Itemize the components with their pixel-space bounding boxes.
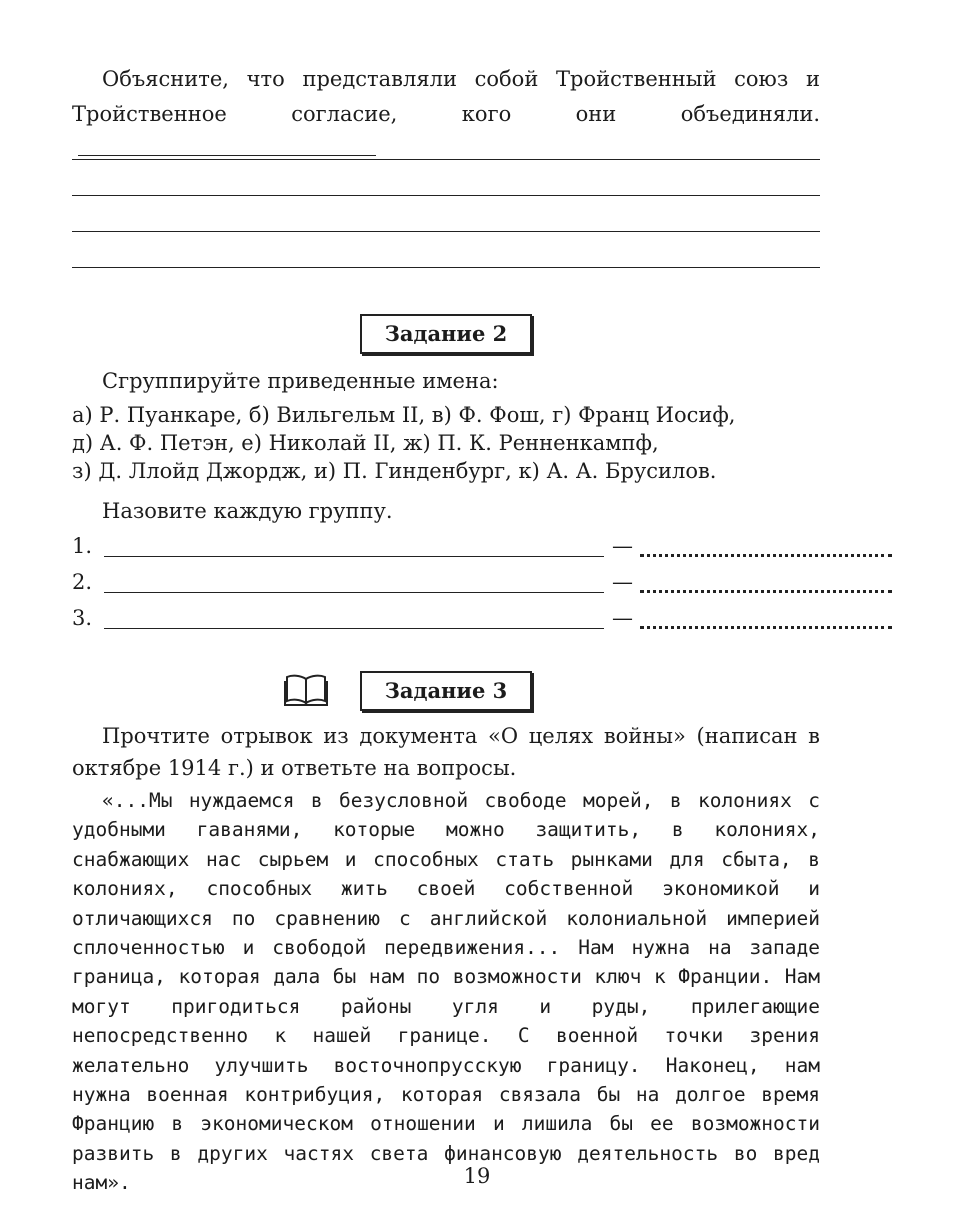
answer-row-dash: — [612, 570, 633, 594]
task3-heading: Задание 3 [360, 671, 532, 711]
task3-intro: Прочтите отрывок из документа «О целях войны» (написан в октябре 1914 г.) и ответьте на вопросы. [72, 724, 820, 780]
answer-row-2 [72, 570, 822, 600]
answer-row-dash: — [612, 606, 633, 630]
group-prompt: Назовите каждую группу. [102, 499, 393, 523]
group-name-line[interactable] [640, 590, 892, 593]
answer-row-number: 3. [72, 606, 93, 630]
task2-instruction: Сгруппируйте приведенные имена: [102, 369, 499, 393]
answer-line-3[interactable] [72, 231, 820, 232]
answer-row-number: 2. [72, 570, 93, 594]
group-members-line[interactable] [104, 628, 604, 629]
answer-row-dash: — [612, 534, 633, 558]
task1-question [72, 62, 820, 167]
answer-row-1 [72, 534, 822, 564]
page-number: 19 [463, 1164, 491, 1188]
answer-blank-inline[interactable] [78, 137, 376, 156]
answer-row-number: 1. [72, 534, 93, 558]
answer-line-4[interactable] [72, 267, 820, 268]
answer-row-3 [72, 606, 822, 636]
answer-line-2[interactable] [72, 195, 820, 196]
group-name-line[interactable] [640, 626, 892, 629]
group-members-line[interactable] [104, 592, 604, 593]
document-excerpt: «...Мы нуждаемся в безусловной свободе морей, в колониях с удобными гаванями, которые можно защитить, в колониях, снабжающих нас сырьем и способных стать рынками для сбыта, в колониях, способных жить своей собственной экономикой и отличающихся по сравнению с английской колониальной империей сплоченностью и свободой передвижения... Нам нужна на западе граница, которая дала бы нам по возможности ключ к Франции. Нам могут пригодиться районы угля и руды, прилегающие непосредственно к нашей границе. С военной точки зрения желательно улучшить восточнопрусскую границу. Наконец, нам нужна военная контрибуция, которая связала бы на долгое время Францию в экономическом отношении и лишила бы ее возможности развить в других частях света финансовую деятельность во вред нам». [72, 789, 820, 1195]
names-line-3: з) Д. Ллойд Джордж, и) П. Гинденбург, к) А. А. Брусилов. [72, 459, 717, 483]
task1-question-text: Объясните, что представляли собой Тройственный союз и Тройственное согласие, кого они объединяли. [72, 67, 820, 126]
group-members-line[interactable] [104, 556, 604, 557]
open-book-icon [284, 671, 328, 707]
task2-heading: Задание 2 [360, 314, 532, 354]
names-line-1: а) Р. Пуанкаре, б) Вильгельм II, в) Ф. Фош, г) Франц Иосиф, [72, 403, 736, 427]
names-line-2: д) А. Ф. Петэн, е) Николай II, ж) П. К. Ренненкампф, [72, 431, 659, 455]
group-name-line[interactable] [640, 554, 892, 557]
answer-line-1[interactable] [72, 159, 820, 160]
